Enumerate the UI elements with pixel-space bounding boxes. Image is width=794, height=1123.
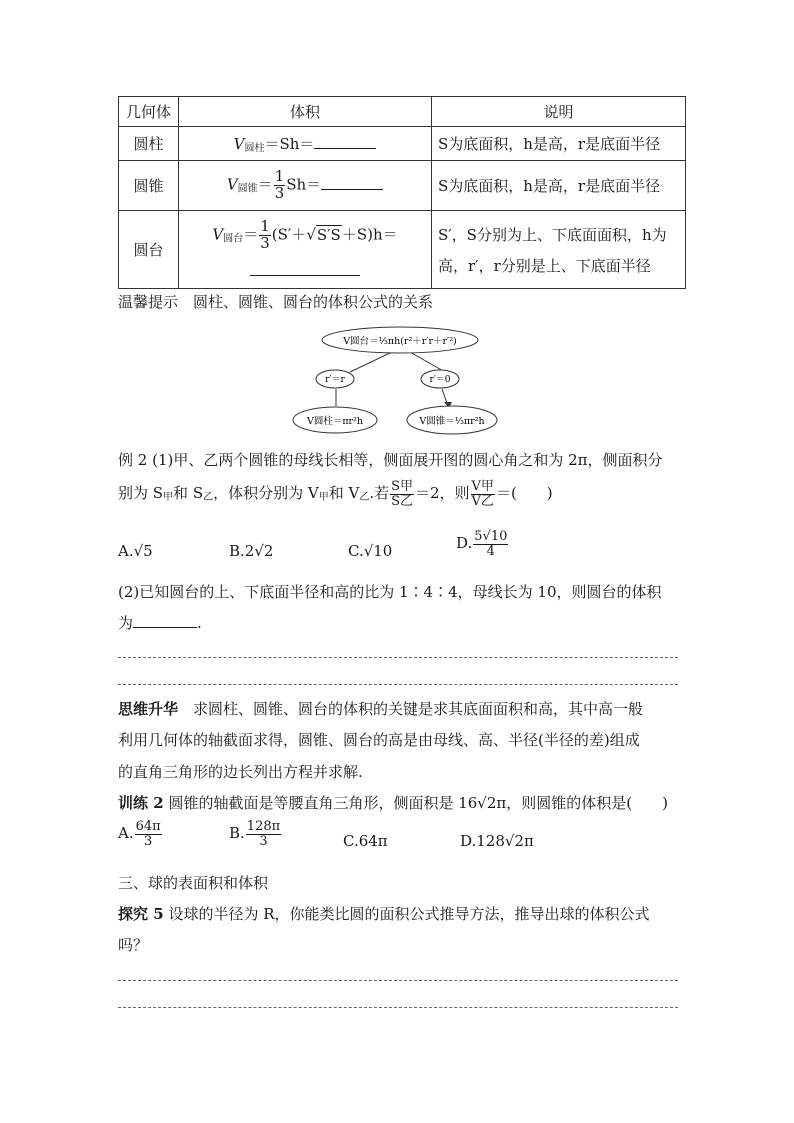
thinking-line2: 利用几何体的轴截面求得，圆锥、圆台的高是由母线、高、半径(半径的差)组成: [118, 731, 640, 749]
cylinder-formula: $V_{圆柱}=Sh=$: [179, 127, 432, 161]
thinking-line1: 思维升华 求圆柱、圆锥、圆台的体积的关键是求其底面面积和高，其中高一般: [118, 700, 644, 718]
row-note: S为底面积，h是高，r是底面半径: [432, 127, 686, 161]
header-volume: 体积: [179, 97, 432, 127]
fraction: $\frac{\text{S甲}}{\text{S乙}}$: [391, 479, 413, 509]
volume-relation-diagram: [280, 318, 520, 440]
fraction: $\frac{\text{V甲}}{\text{V乙}}$: [471, 479, 494, 509]
fraction: $\frac{1}{3}$: [274, 167, 285, 202]
section3-title: 三、球的表面积和体积: [118, 874, 269, 892]
cone-formula: $V_{圆锥}=$ $\frac{1}{3}$ Sh＝: [179, 161, 432, 211]
answer-line[interactable]: [118, 684, 678, 685]
table-row: [119, 211, 686, 289]
example2-q2-line2: 为 .: [118, 614, 202, 632]
diagram-text: r′＝r: [325, 375, 345, 385]
row-name: 圆柱: [119, 127, 179, 161]
example2-line1: 例 2 (1)甲、乙两个圆锥的母线长相等，侧面展开图的圆心角之和为 2π，侧面积分: [118, 451, 663, 469]
header-note: 说明: [432, 97, 686, 127]
example2-q2-line1: (2)已知圆台的上、下底面半径和高的比为 1∶4∶4，母线长为 10，则圆台的体积: [118, 583, 662, 601]
training-option-a[interactable]: A. $\frac{64\pi}{3}$: [118, 819, 161, 849]
fraction: $\frac{128\pi}{3}$: [246, 819, 281, 849]
training-option-d[interactable]: D.128√2π: [460, 832, 534, 850]
volume-table: [118, 96, 686, 289]
fraction: $\frac{64\pi}{3}$: [135, 819, 161, 849]
example2-line2: 别为 $S_甲$和 $S_乙$，体积分别为 $V_甲$和 $V_乙$.若 $\frac{\text{S甲}}{\text{S乙}}$ ＝2，则 $\frac{\text{V甲}}{\text{V乙}}$ ＝( ): [118, 479, 553, 509]
training2-line: 训练 2 圆锥的轴截面是等腰直角三角形，侧面积是 16√2π，则圆锥的体积是( ): [118, 794, 668, 812]
answer-line[interactable]: [118, 1007, 678, 1008]
answer-line[interactable]: [118, 657, 678, 658]
row-name: 圆锥: [119, 161, 179, 211]
diagram-text: V圆台＝⅓πh(r²＋r′r＋r′²): [343, 336, 457, 347]
fraction: $\frac{1}{3}$: [260, 217, 270, 252]
option-a[interactable]: A.√5: [118, 542, 153, 560]
option-c[interactable]: C.√10: [348, 542, 393, 560]
frustum-formula: $V_{圆台}=$ $\frac{1}{3}$ (S′＋√S′S＋S)h＝: [179, 211, 432, 289]
answer-blank[interactable]: [314, 148, 376, 149]
header-shape: 几何体: [119, 97, 179, 127]
thinking-line3: 的直角三角形的边长列出方程并求解.: [118, 763, 363, 781]
table-row: [119, 127, 686, 161]
diagram-edge: [350, 352, 392, 372]
diagram-edge: [410, 352, 445, 372]
explore5-line1: 探究 5 设球的半径为 R，你能类比圆的面积公式推导方法，推导出球的体积公式: [118, 905, 650, 923]
row-note: S′，S分别为上、下底面面积，h为 高，r′，r分别是上、下底面半径: [432, 211, 686, 289]
training-option-b[interactable]: B. $\frac{128\pi}{3}$: [229, 819, 281, 849]
row-note: S为底面积，h是高，r是底面半径: [432, 161, 686, 211]
answer-blank[interactable]: [133, 627, 197, 628]
table-header-row: [119, 97, 686, 127]
answer-line[interactable]: [118, 980, 678, 981]
option-b[interactable]: B.2√2: [229, 542, 274, 560]
explore5-line2: 吗？: [118, 936, 149, 954]
fraction: $\frac{5√10}{4}$: [474, 529, 508, 559]
diagram-text: V圆锥＝⅓πr²h: [419, 416, 485, 427]
training-option-c[interactable]: C.64π: [343, 832, 388, 850]
answer-blank[interactable]: [321, 189, 383, 190]
tip-title: 温馨提示 圆柱、圆锥、圆台的体积公式的关系: [118, 293, 434, 311]
row-name: 圆台: [119, 211, 179, 289]
option-d[interactable]: D. $\frac{5√10}{4}$: [456, 529, 508, 559]
table-row: [119, 161, 686, 211]
answer-blank[interactable]: [250, 275, 360, 276]
diagram-text: r′＝0: [429, 375, 451, 385]
diagram-text: V圆柱＝πr²h: [306, 416, 364, 427]
